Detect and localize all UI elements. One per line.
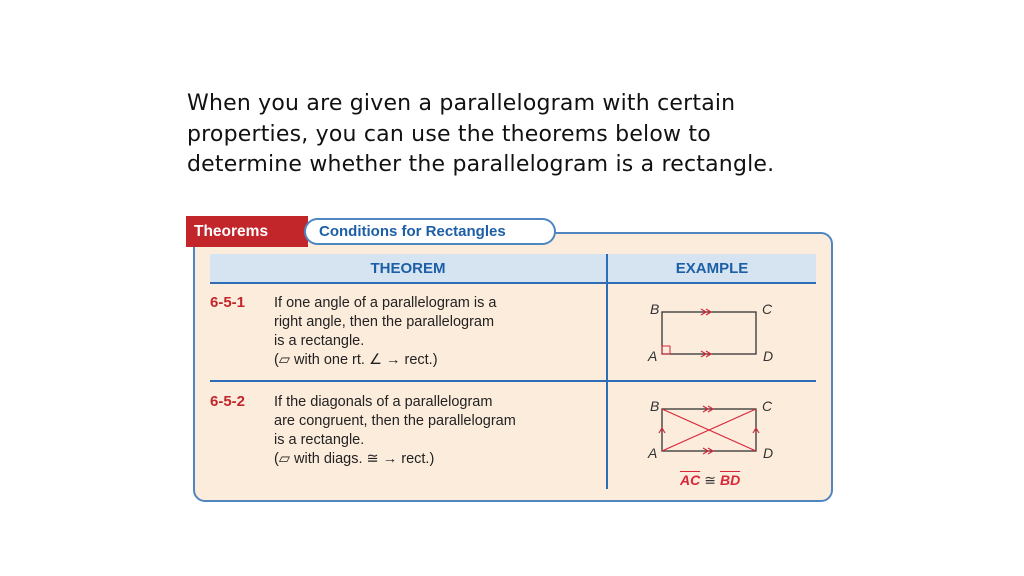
intro-line-1: When you are given a parallelogram with certain <box>187 91 736 116</box>
theorem-2-line-2: are congruent, then the parallelogram <box>274 413 516 429</box>
vertex-label-c: C <box>762 301 773 317</box>
vertex-label-a: A <box>648 348 658 364</box>
panel-title: Conditions for Rectangles <box>304 218 556 245</box>
vertex-label-a: A <box>648 445 658 461</box>
vertex-label-c: C <box>762 398 773 414</box>
theorem-text-1 <box>274 294 594 370</box>
theorem-1-line-3: is a rectangle. <box>274 333 365 349</box>
vertex-label-b: B <box>650 301 660 317</box>
row-divider <box>210 380 816 382</box>
intro-line-2: properties, you can use the theorems below to <box>187 121 711 147</box>
rectangle-figure-1 <box>640 300 780 370</box>
congruent-symbol: ≅ <box>704 472 716 488</box>
theorem-1-line-1: If one angle of a parallelogram is a <box>274 295 497 311</box>
theorem-1-line-4: (▱ with one rt. ∠ → rect.) <box>274 352 438 368</box>
vertex-label-d: D <box>763 348 774 364</box>
theorem-2-line-1: If the diagonals of a parallelogram <box>274 394 493 410</box>
right-angle-mark <box>662 346 670 354</box>
theorems-tab: Theorems <box>186 216 308 247</box>
congruence-statement <box>680 472 740 489</box>
segment-bd: $\overline{BD}$ <box>719 472 741 488</box>
header-theorem: THEOREM <box>370 259 446 277</box>
vertex-label-d: D <box>763 445 774 461</box>
theorem-2-line-3: is a rectangle. <box>274 432 365 448</box>
theorem-1-line-2: right angle, then the parallelogram <box>274 314 495 330</box>
rectangle-figure-2 <box>640 397 780 467</box>
table-header <box>210 254 816 284</box>
header-example: EXAMPLE <box>675 259 749 277</box>
theorem-number-2: 6-5-2 <box>210 393 246 410</box>
vertex-label-b: B <box>650 398 660 414</box>
theorem-2-line-4: (▱ with diags. ≅ → rect.) <box>274 451 435 467</box>
intro-paragraph <box>187 89 887 181</box>
theorem-text-2 <box>274 393 594 469</box>
rectangle-shape <box>662 312 756 354</box>
theorem-number-1: 6-5-1 <box>210 294 246 311</box>
segment-ac: $\overline{AC}$ <box>680 472 701 488</box>
intro-line-3: determine whether the parallelogram is a rectangle. <box>187 152 775 177</box>
column-divider <box>606 254 608 489</box>
